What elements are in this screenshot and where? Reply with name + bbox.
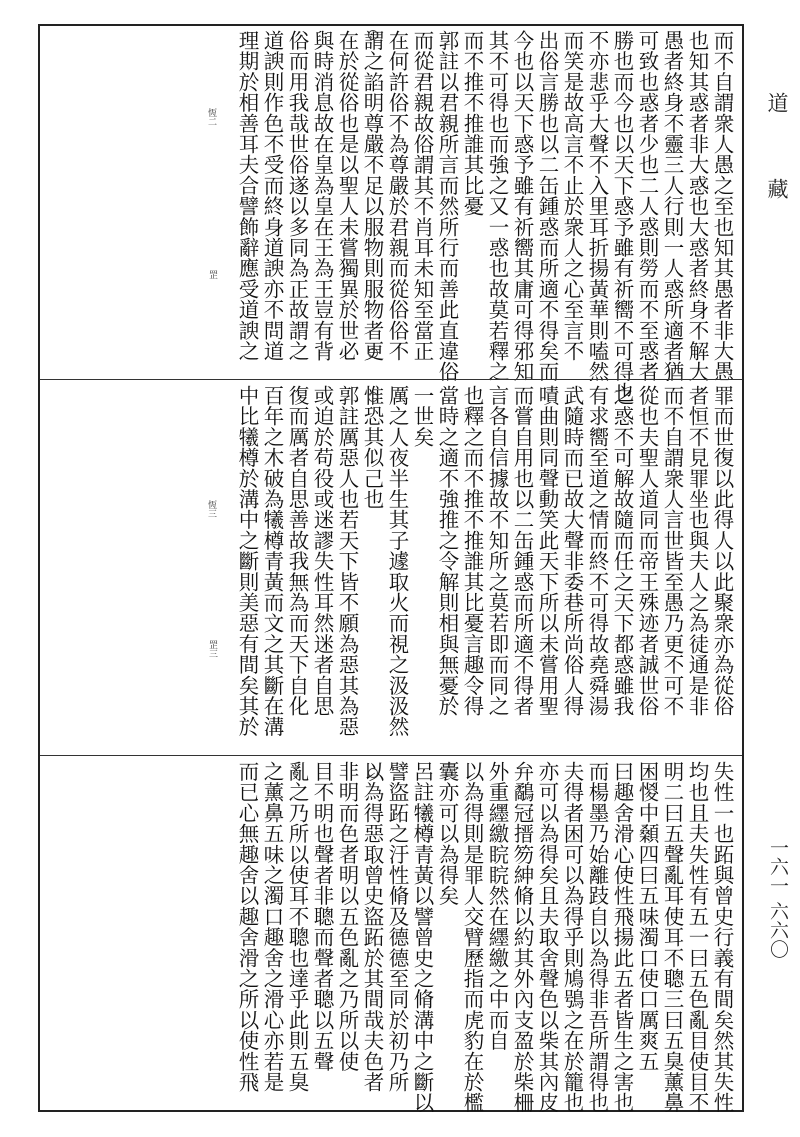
block-signature-mark: 恆三: [206, 500, 216, 518]
column-group: [234, 30, 734, 403]
text-column: 當時之適不強推之令解則相與無憂於: [435, 385, 459, 717]
text-column: 郭註以君親所言而然所行而善此直違俗: [435, 30, 459, 382]
block-signature-mark: 罡: [207, 270, 217, 279]
text-column: 不亦悲乎大聲不入里耳折揚黃華則嗑然: [585, 30, 609, 382]
text-column: 亦可以為得矣且夫取舍聲色以柴其內皮: [535, 761, 559, 1113]
text-column: 一世矣: [410, 385, 434, 448]
text-column: 復而厲者自思善故我無為而天下自化: [285, 385, 309, 717]
punctuation-circle-mark: [368, 348, 378, 358]
text-column: 出俗言勝也以二缶鍾惑而所適不得矣而: [535, 30, 559, 382]
text-column: 言各自信據故不知所之莫若即而同之: [485, 385, 509, 717]
text-column: 在於從俗也是以聖人未嘗獨異於世必: [335, 30, 359, 362]
text-panel-bottom: [40, 757, 742, 1113]
text-column: 以為得則是罪人交臂歷指而虎豹在於檻: [460, 761, 484, 1113]
text-column: 目不明也聲者非聰而聲者聰以五聲: [310, 761, 334, 1072]
panel-divider: [40, 755, 742, 756]
text-column: 而不自謂衆人言世皆至愚乃更不可不: [660, 385, 684, 717]
text-column: 嘖曲則同聲動笑此天下所以未嘗用聖: [535, 385, 559, 717]
text-column: 譬盜跖之汙性脩及德德至同於初乃所: [385, 761, 409, 1093]
text-column: 理期於相善耳夫合譬飾辭應受道諛之: [235, 30, 259, 362]
text-column: 困惾中顙四曰五味濁口使口厲爽五: [635, 761, 659, 1072]
punctuation-circle-mark: [368, 30, 378, 40]
book-title: 道: [765, 92, 789, 113]
text-column: 均也且夫失性有五一曰五色亂目使目不: [685, 761, 709, 1113]
text-column: 囊亦可以為得矣: [435, 761, 459, 906]
text-column: 明二曰五聲亂耳使耳不聰三曰五臭薰鼻: [660, 761, 684, 1113]
text-column: 而楊墨乃始離跂自以為得非吾所謂得也: [585, 761, 609, 1113]
punctuation-circle-mark: [368, 392, 378, 402]
text-column: 中比犧樽於溝中之斷則美惡有間矣其於: [235, 385, 259, 737]
text-column: 失性一也跖與曾史行義有間矣然其失性: [710, 761, 734, 1113]
text-column: 道諛則作色不受而終身道諛亦不問道: [260, 30, 284, 362]
text-column: 在何許俗不為尊嚴於君親而從俗俗不: [385, 30, 409, 362]
text-column: 以為得惡取曾史盜跖於其間哉夫色者: [360, 761, 384, 1093]
text-column: 謂之諂明尊嚴不足以服物則服物者更: [360, 30, 384, 362]
text-column: 亂之乃所以使耳不聰也達乎此則五臭: [285, 761, 309, 1093]
text-column: 與時消息故在皇為皇在王為王豈有背: [310, 30, 334, 362]
text-column: 曰趣舍滑心使性飛揚此五者皆生之害也: [610, 761, 634, 1113]
text-column: 有求嚮至道之情而終不可得故堯舜湯: [585, 385, 609, 717]
text-column: 之惑不可解故隨而任之天下都惑雖我: [610, 385, 634, 717]
text-column: 也釋之而不推不推誰其比憂言趣令得: [460, 385, 484, 717]
block-signature-mark: 罡三: [207, 640, 217, 658]
text-column: 夫得者困可以為得乎則鳩鴞之在於籠也: [560, 761, 584, 1113]
text-column: 從也夫聖人道同而帝王殊迹者誠世俗: [635, 385, 659, 717]
text-column: 之薰鼻五味之濁口趣舍之滑心亦若是: [260, 761, 284, 1093]
text-column: 呂註犧樽青黃以譬曾史之脩溝中之斷以: [410, 761, 434, 1113]
text-column: 而嘗自用也以二缶鍾惑而所適不得者: [510, 385, 534, 717]
book-subtitle: 藏: [765, 178, 789, 199]
text-column: 百年之木破為犧樽青黃而文之其斷在溝: [260, 385, 284, 737]
text-column: 惟恐其似己也: [360, 385, 384, 510]
text-column: 而已心無趣舍以趣舍滑之所以使性飛: [235, 761, 259, 1093]
panel-divider: [40, 379, 742, 380]
text-column: 罪而世復以此得人以此聚衆亦為從俗: [710, 385, 734, 717]
column-group: [234, 761, 734, 1113]
text-column: 者恒不見罪坐也與夫人之為徒通是非: [685, 385, 709, 717]
text-column: 愚者終身不靈三人行則一人惑所適者猶: [660, 30, 684, 382]
text-column: 其不可得也而強之又一惑也故莫若釋之: [485, 30, 509, 382]
text-panel-middle: [40, 381, 742, 753]
text-column: 厲之人夜半生其子遽取火而視之汲汲然: [385, 385, 409, 737]
text-panel-top: [40, 26, 742, 403]
text-column: 也知其惑者非大惑也大惑者終身不解大: [685, 30, 709, 382]
punctuation-circle-mark: [368, 768, 378, 778]
text-column: 而不自謂衆人愚之至也知其愚者非大愚: [710, 30, 734, 382]
text-column: 或迫於苟役或迷謬失性耳然迷者自思: [310, 385, 334, 717]
block-signature-mark: 恆二: [206, 108, 216, 126]
text-column: 而不推不推誰其比憂: [460, 30, 484, 217]
column-group: [234, 385, 734, 737]
text-column: 而從君親故俗謂其不肖耳未知至當正: [410, 30, 434, 362]
text-column: 郭註厲惡人也若天下皆不願為惡其為惡: [335, 385, 359, 737]
text-column: 非明而色者明以五色亂之乃所以使: [335, 761, 359, 1072]
text-column: 今也以天下惑予雖有祈嚮其庸可得邪知: [510, 30, 534, 382]
text-column: 而笑是故高言不止於衆人之心至言不: [560, 30, 584, 362]
text-column: 俗而用我哉世俗遂以多同為正故謂之: [285, 30, 309, 362]
text-column: 可致也惑者少也二人惑則勞而不至惑者: [635, 30, 659, 382]
text-column: 弁鷸冠搢笏紳脩以約其外內支盈於柴柵: [510, 761, 534, 1113]
text-column: 外重纆繳睆睆然在纆繳之中而自: [485, 761, 509, 1051]
page-number: 一六一 六六〇: [767, 838, 789, 959]
text-column: 勝也而今也以天下惑予雖有祈嚮不可得也: [610, 30, 634, 403]
text-column: 武隨時而已故大聲非委巷所尚俗人得: [560, 385, 584, 717]
